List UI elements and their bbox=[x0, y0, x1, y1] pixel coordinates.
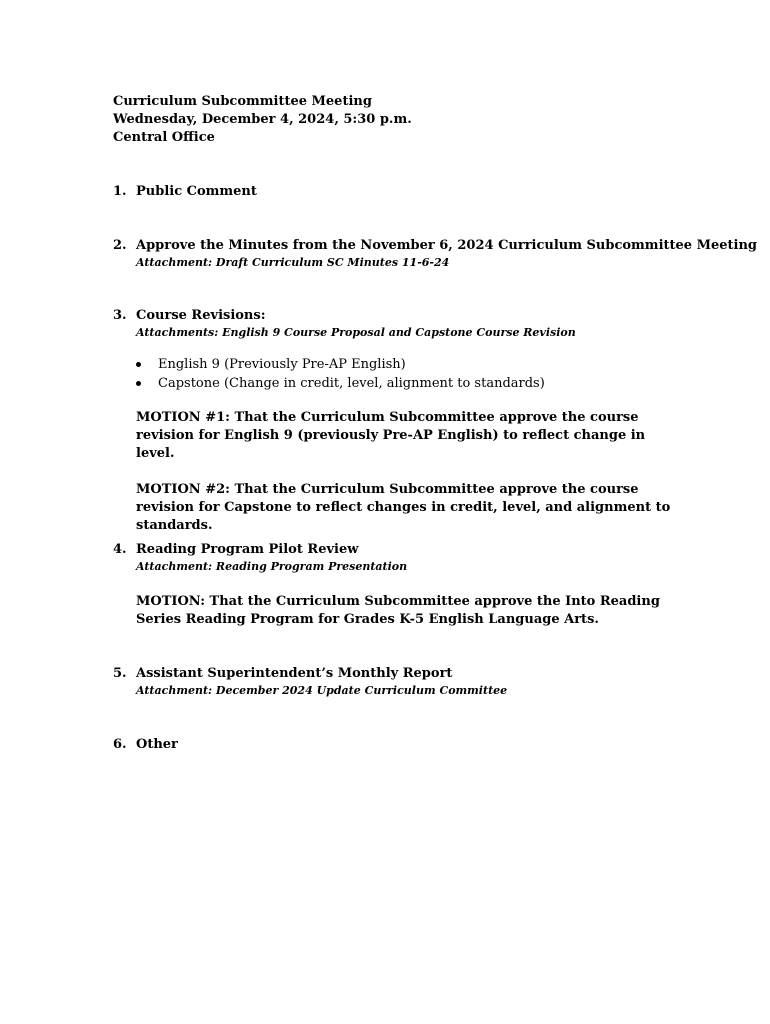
agenda-item-6 bbox=[113, 736, 178, 754]
item-title: Approve the Minutes from the November 6, 2024 Curriculum Subcommittee Meeting bbox=[136, 238, 757, 253]
item-number: 2. bbox=[113, 238, 127, 253]
item-attachment: Attachments: English 9 Course Proposal and Capstone Course Revision bbox=[136, 326, 576, 339]
item-attachment: Attachment: Reading Program Presentation bbox=[136, 560, 408, 573]
course-list bbox=[113, 355, 676, 393]
item-title: Course Revisions: bbox=[136, 308, 266, 323]
agenda-item-3 bbox=[113, 307, 676, 535]
item-number: 6. bbox=[113, 737, 127, 752]
meeting-date: Wednesday, December 4, 2024, 5:30 p.m. bbox=[113, 112, 412, 127]
item-title: Assistant Superintendent’s Monthly Report bbox=[136, 666, 453, 681]
agenda-item-2 bbox=[113, 237, 757, 271]
item-title: Public Comment bbox=[136, 184, 257, 199]
meeting-location: Central Office bbox=[113, 130, 215, 145]
item-number: 1. bbox=[113, 184, 127, 199]
agenda-item-1 bbox=[113, 183, 257, 201]
item-number: 3. bbox=[113, 308, 127, 323]
list-item: English 9 (Previously Pre-AP English) bbox=[158, 355, 676, 374]
agenda-item-5 bbox=[113, 665, 507, 699]
item-number: 5. bbox=[113, 666, 127, 681]
motion-2: MOTION #2: That the Curriculum Subcommittee approve the course revision for Capstone to reflect changes in credit, level, and alignment to standards. bbox=[136, 482, 671, 533]
bullet-icon bbox=[136, 381, 141, 386]
item-title: Reading Program Pilot Review bbox=[136, 542, 359, 557]
meeting-header bbox=[113, 93, 412, 147]
list-item: Capstone (Change in credit, level, alignment to standards) bbox=[158, 374, 676, 393]
motion: MOTION: That the Curriculum Subcommittee approve the Into Reading Series Reading Program for Grades K-5 English Language Arts. bbox=[136, 594, 660, 627]
motion-1: MOTION #1: That the Curriculum Subcommittee approve the course revision for English 9 (previously Pre-AP English) to reflect change in level. bbox=[136, 410, 646, 461]
item-title: Other bbox=[136, 737, 178, 752]
agenda-item-4 bbox=[113, 541, 676, 629]
meeting-title: Curriculum Subcommittee Meeting bbox=[113, 94, 372, 109]
bullet-icon bbox=[136, 362, 141, 367]
item-number: 4. bbox=[113, 542, 127, 557]
item-attachment: Attachment: Draft Curriculum SC Minutes 11-6-24 bbox=[136, 256, 450, 269]
item-attachment: Attachment: December 2024 Update Curriculum Committee bbox=[136, 684, 508, 697]
